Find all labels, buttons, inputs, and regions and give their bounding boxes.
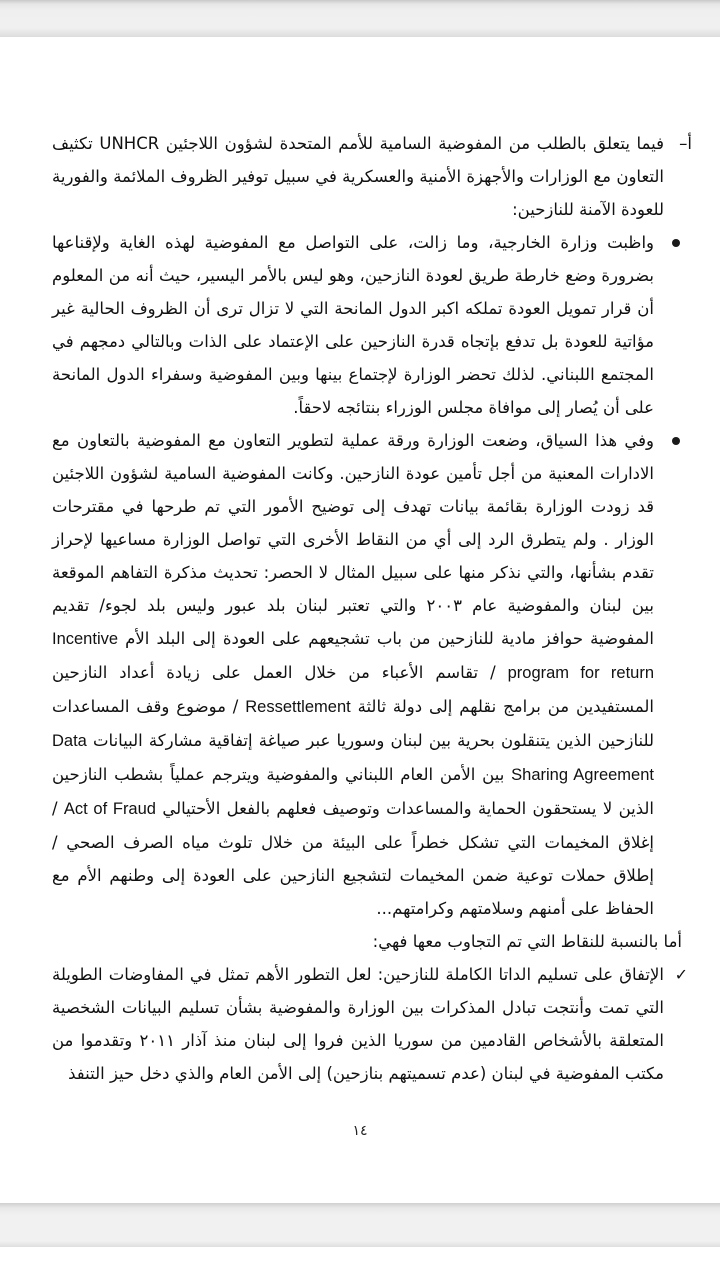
top-scan-margin [0, 0, 720, 37]
bullet-text-part: / إغلاق المخيمات التي تشكل خطراً على البيئة من خلال تلوث مياه الصرف الصحي / إطلاق حملات توعية ضمن المخيمات لتشجيع النازحين على العودة إلى وطنهم الأم مع الحفاظ على أمنهم وسلامتهم وكرامتهم... [52, 799, 654, 918]
bullet-text: واظبت وزارة الخارجية، وما زالت، على التواصل مع المفوضية لهذه الغاية ولإقناعها بضرورة وضع خارطة طريق لعودة النازحين، وهو ليس بالأمر اليسير، حيث أنه من المعلوم أن قرار تمويل العودة تملكه اكبر الدول المانحة التي لا تزال ترى أن الظروف الحالية غير مؤاتية للعودة بل تدفع بإتجاه قدرة النازحين على الإعتماد على الذات وبالتالي دمجهم في المجتمع اللبناني. لذلك تحضر الوزارة لإجتماع بينها وبين المفوضية وسفراء الدول المانحة على أن يُصار إلى موافاة مجلس الوزراء بنتائجه لاحقاً. [52, 233, 654, 417]
bullet-item [52, 226, 692, 424]
check-item [52, 958, 692, 1090]
latin-term: Data Sharing Agreement [52, 732, 654, 784]
bullet-text-part: بين الأمن العام اللبناني والمفوضية ويترجم عملياً بشطب النازحين الذين لا يستحقون الحماية والمساعدات وتوصيف فعلهم بالفعل الأحتيالي [52, 765, 654, 818]
bullet-dot-icon [672, 239, 680, 247]
checkmark-icon: ✓ [674, 965, 688, 984]
document-page [0, 37, 720, 1203]
latin-term: Incentive program for return [52, 630, 654, 682]
bullet-text-part: وفي هذا السياق، وضعت الوزارة ورقة عملية لتطوير التعاون مع المفوضية بالتعاون مع الادارات المعنية من أجل تأمين عودة النازحين. وكانت المفوضية السامية لشؤون اللاجئين قد زودت الوزارة بقائمة بيانات تهدف إلى توضيح الأمور التي تم طرحها في مقترحات الوزار . ولم يتطرق الرد إلى أي من النقاط الأخرى التي تواصل الوزارة مساعيها لإحراز تقدم بشأنها، والتي نذكر منها على سبيل المثال لا الحصر: تحديث مذكرة التفاهم الموقعة بين لبنان والمفوضية عام ٢٠٠٣ والتي تعتبر لبنان بلد عبور وليس بلد لجوء/ تقديم المفوضية حوافز مادية للنازحين من باب تشجيعهم على العودة إلى البلد الأم [52, 431, 654, 648]
page-number: ١٤ [352, 1123, 368, 1139]
check-item-text: الإتفاق على تسليم الداتا الكاملة للنازحين: لعل التطور الأهم تمثل في المفاوضات الطويلة التي تمت وأنتجت تبادل المذكرات بين الوزارة والمفوضية بشأن تسليم البيانات الشخصية المتعلقة بالأشخاص القادمين من سوريا الذين فروا إلى لبنان منذ آذار ٢٠١١ وتقدموا من مكتب المفوضية في لبنان (عدم تسميتهم بنازحين) إلى الأمن العام والذي دخل حيز التنفذ [52, 965, 664, 1083]
bottom-scan-margin [0, 1203, 720, 1247]
section-a [52, 127, 692, 226]
bullet-text [52, 424, 654, 925]
section-marker: أ– [679, 134, 692, 153]
latin-term: Ressettlement [245, 698, 351, 716]
bullet-text-part: / موضوع وقف المساعدات للنازحين الذين يتنقلون بحرية بين لبنان وسوريا عبر صياغة إتفاقية مشاركة البيانات [52, 697, 654, 750]
bullet-dot-icon [672, 437, 680, 445]
bullet-text-part: / تقاسم الأعباء من خلال العمل على زيادة أعداد النازحين المستفيدين من برامج نقلهم إلى دولة ثالثة [52, 663, 654, 716]
section-a-text: فيما يتعلق بالطلب من المفوضية السامية للأمم المتحدة لشؤون اللاجئين UNHCR تكثيف التعاون مع الوزارات والأجهزة الأمنية والعسكرية في سبيل توفير الظروف الملائمة والفورية للعودة الآمنة للنازحين: [52, 134, 664, 219]
bullet-item [52, 424, 692, 925]
agreed-points-intro: أما بالنسبة للنقاط التي تم التجاوب معها فهي: [372, 932, 682, 951]
document-body [52, 127, 692, 1090]
latin-term: Act of Fraud [63, 800, 156, 818]
